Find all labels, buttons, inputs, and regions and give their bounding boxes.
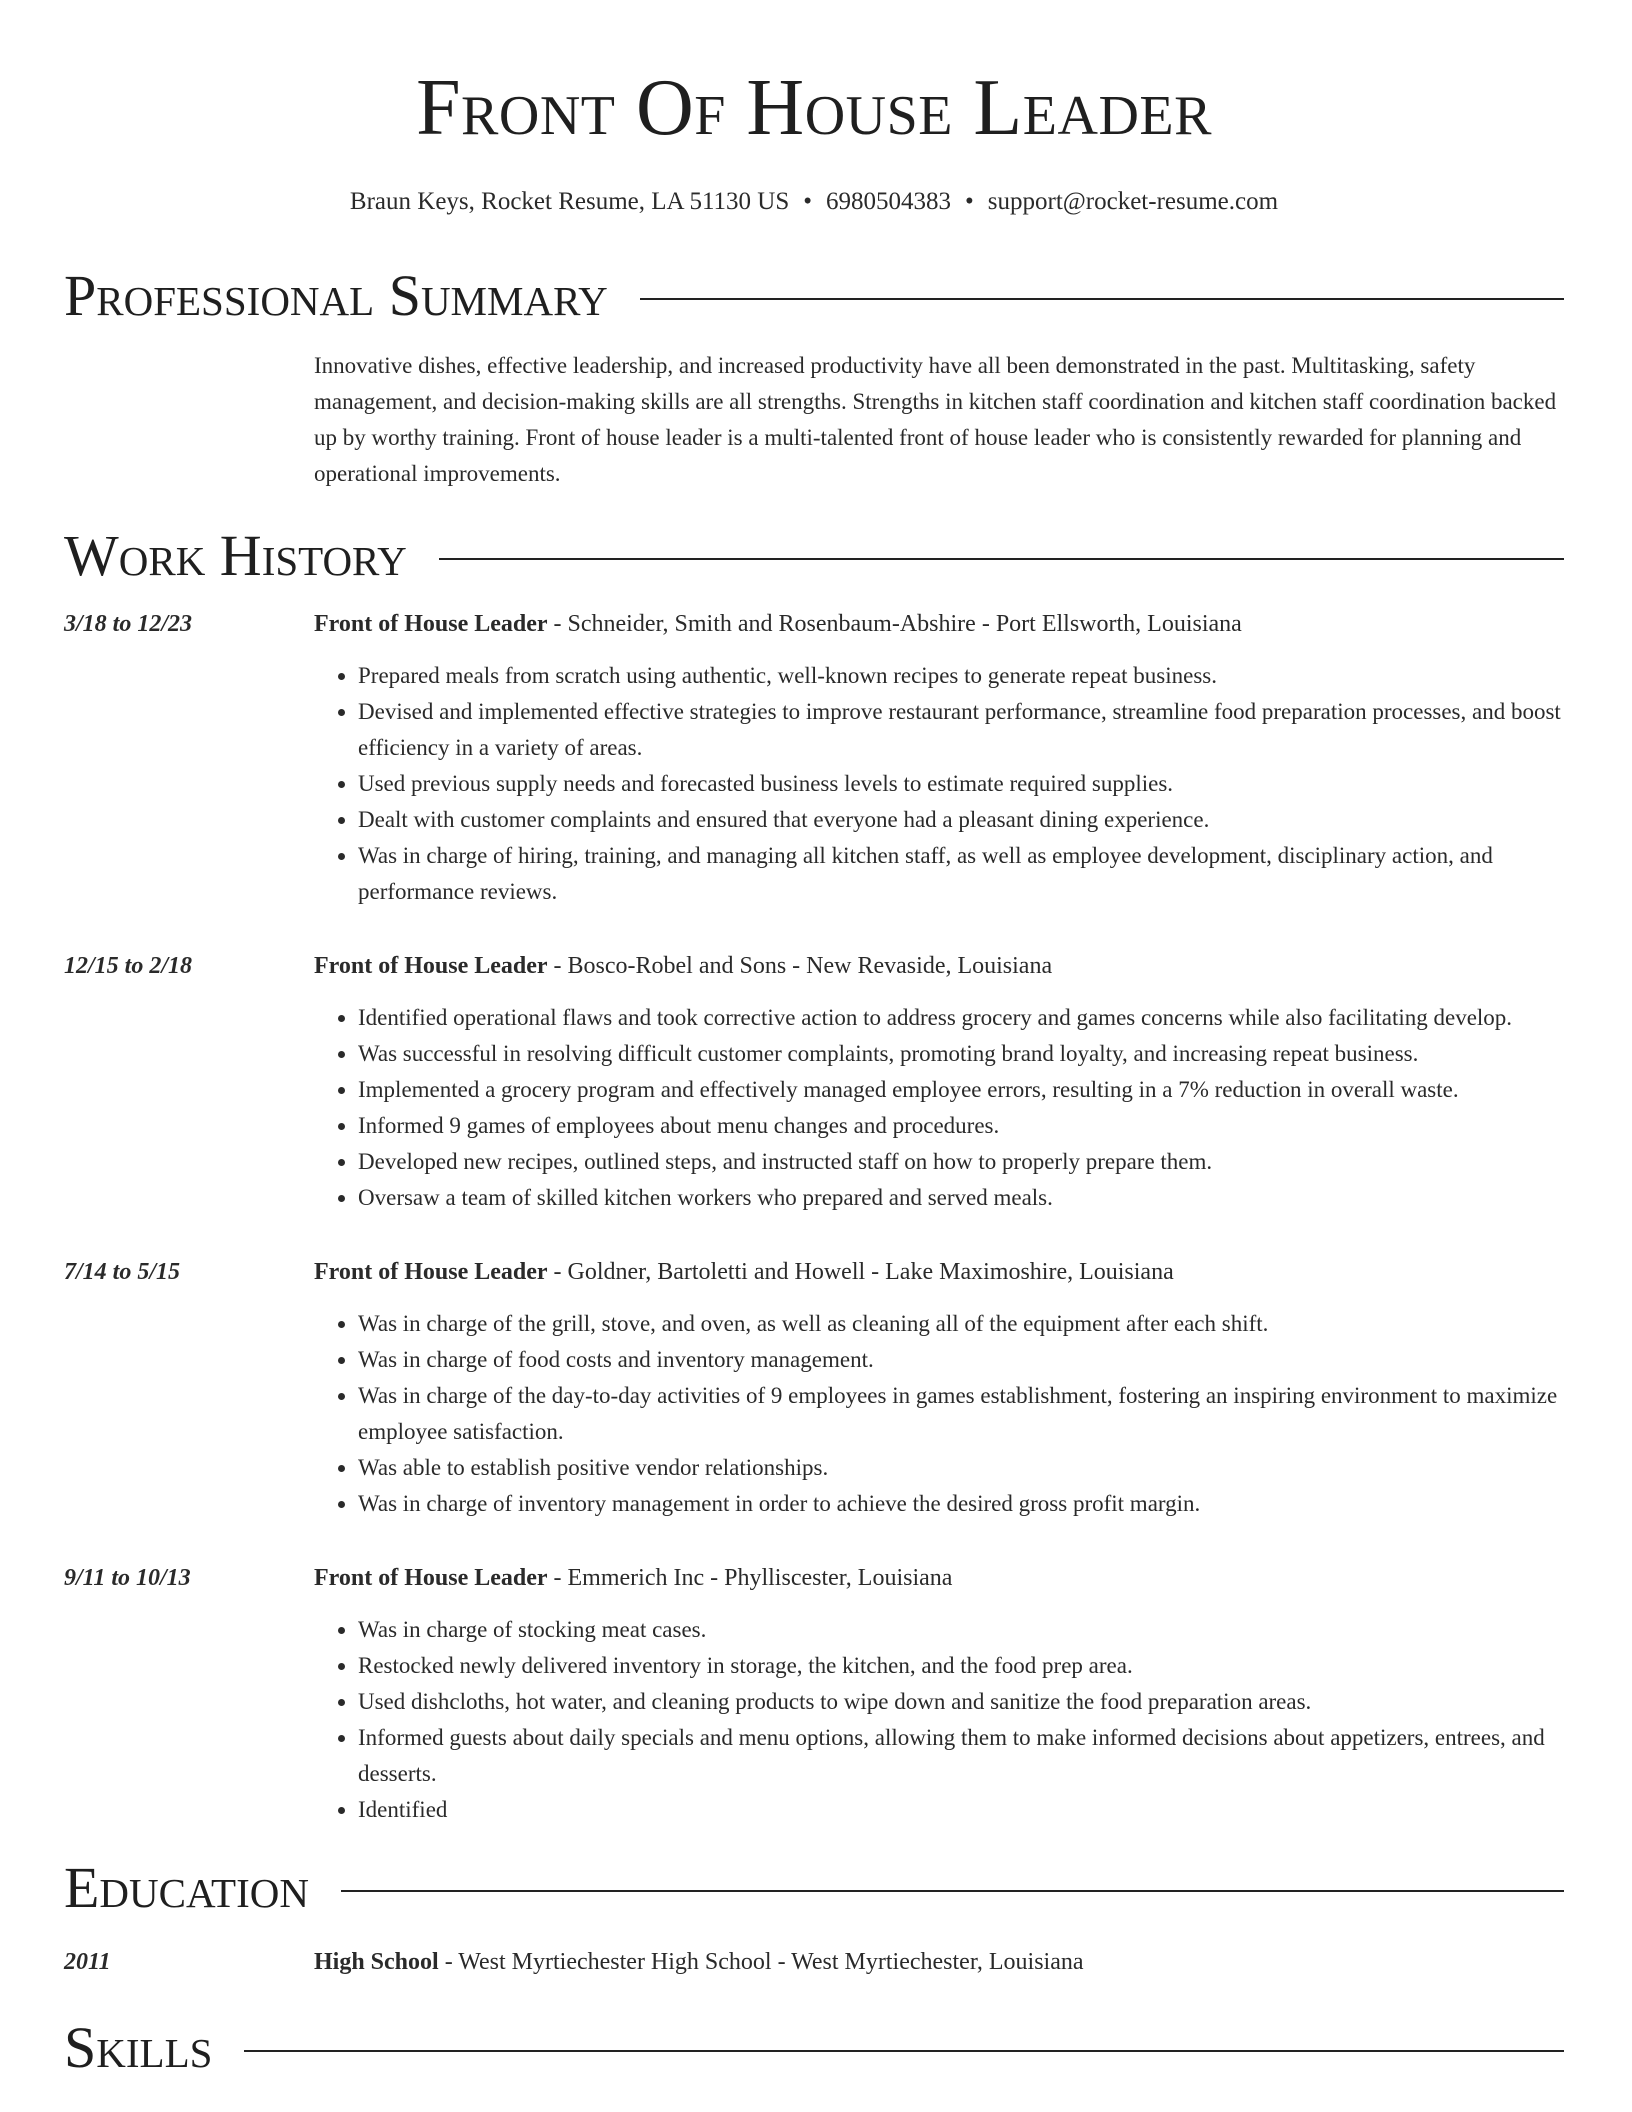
job-bullet: • Restocked newly delivered inventory in storage, the kitchen, and the food prep area.	[358, 1648, 1564, 1684]
job-body	[314, 948, 1564, 1216]
contact-line	[64, 186, 1564, 218]
education-details: - West Myrtiechester High School - West Myrtiechester, Louisiana	[438, 1949, 1084, 1975]
job-dates: 3/18 to 12/23	[64, 611, 193, 637]
job-bullet: • Was in charge of the day-to-day activities of 9 employees in games establishment, fostering an inspiring environment to maximize employee satisfaction.	[358, 1378, 1564, 1450]
job-body	[314, 1560, 1564, 1828]
section-title-summary: Professional Summary	[64, 263, 608, 328]
job-bullet: • Used previous supply needs and forecasted business levels to estimate required supplies.	[358, 766, 1564, 802]
contact-email[interactable]: support@rocket-resume.com	[987, 188, 1279, 215]
resume-title: Front Of House Leader	[416, 64, 1212, 152]
job-title: Front of House Leader	[314, 953, 548, 979]
job-dates: 9/11 to 10/13	[64, 1565, 191, 1591]
job-bullet-list	[314, 1612, 1564, 1828]
job-bullet: • Informed guests about daily specials and menu options, allowing them to make informed decisions about appetizers, entrees, and desserts.	[358, 1720, 1564, 1792]
contact-separator: •	[803, 188, 812, 215]
job-details: - Goldner, Bartoletti and Howell - Lake Maximoshire, Louisiana	[547, 1259, 1174, 1285]
education-degree: High School	[314, 1949, 439, 1975]
section-title-skills: Skills	[64, 2015, 213, 2080]
job-bullet: • Implemented a grocery program and effectively managed employee errors, resulting in a 7% reduction in overall waste.	[358, 1072, 1564, 1108]
job-title: Front of House Leader	[314, 1259, 548, 1285]
job-details: - Emmerich Inc - Phylliscester, Louisiana	[547, 1565, 953, 1591]
job-dates: 12/15 to 2/18	[64, 953, 193, 979]
section-header-summary	[64, 264, 1564, 328]
job-bullet: • Was able to establish positive vendor relationships.	[358, 1450, 1564, 1486]
section-title-work: Work History	[64, 523, 407, 588]
job-bullet: • Used dishcloths, hot water, and cleaning products to wipe down and sanitize the food preparation areas.	[358, 1684, 1564, 1720]
job-bullet: • Devised and implemented effective strategies to improve restaurant performance, streamline food preparation processes, and boost efficiency in a variety of areas.	[358, 694, 1564, 766]
job-bullet: • Prepared meals from scratch using authentic, well-known recipes to generate repeat business.	[358, 658, 1564, 694]
job-heading	[314, 1560, 1564, 1596]
job-bullet: • Was in charge of inventory management in order to achieve the desired gross profit margin.	[358, 1486, 1564, 1522]
education-body	[314, 1944, 1564, 1980]
job-bullet-list	[314, 1000, 1564, 1216]
education-heading	[314, 1944, 1564, 1980]
section-divider	[244, 2050, 1564, 2052]
job-bullet: • Developed new recipes, outlined steps, and instructed staff on how to properly prepare them.	[358, 1144, 1564, 1180]
job-heading	[314, 948, 1564, 984]
job-body	[314, 1254, 1564, 1522]
job-heading	[314, 1254, 1564, 1290]
section-divider	[341, 1890, 1564, 1892]
job-bullet: • Was in charge of hiring, training, and managing all kitchen staff, as well as employee development, disciplinary action, and performance reviews.	[358, 838, 1564, 910]
job-details: - Bosco-Robel and Sons - New Revaside, Louisiana	[547, 953, 1053, 979]
job-title: Front of House Leader	[314, 611, 548, 637]
job-entry	[64, 948, 1564, 1216]
job-bullet: • Informed 9 games of employees about menu changes and procedures.	[358, 1108, 1564, 1144]
job-details: - Schneider, Smith and Rosenbaum-Abshire - Port Ellsworth, Louisiana	[547, 611, 1242, 637]
job-bullet-list	[314, 658, 1564, 910]
job-bullet: • Was successful in resolving difficult customer complaints, promoting brand loyalty, and increasing repeat business.	[358, 1036, 1564, 1072]
job-bullet: • Identified	[358, 1792, 1564, 1828]
section-divider	[640, 298, 1564, 300]
education-year: 2011	[64, 1949, 111, 1975]
section-title-education: Education	[64, 1855, 309, 1920]
job-entry	[64, 1560, 1564, 1828]
contact-phone[interactable]: 6980504383	[826, 188, 951, 215]
contact-address: Braun Keys, Rocket Resume, LA 51130 US	[349, 188, 790, 215]
resume-page	[64, 0, 1564, 2080]
job-dates: 7/14 to 5/15	[64, 1259, 181, 1285]
job-body	[314, 606, 1564, 910]
job-bullet: • Oversaw a team of skilled kitchen workers who prepared and served meals.	[358, 1180, 1564, 1216]
job-bullet: • Was in charge of food costs and inventory management.	[358, 1342, 1564, 1378]
section-header-education	[64, 1856, 1564, 1920]
job-heading	[314, 606, 1564, 642]
job-bullet: • Identified operational flaws and took corrective action to address grocery and games concerns while also facilitating develop.	[358, 1000, 1564, 1036]
section-divider	[439, 558, 1564, 560]
contact-separator: •	[965, 188, 974, 215]
job-bullet: • Dealt with customer complaints and ensured that everyone had a pleasant dining experience.	[358, 802, 1564, 838]
job-bullet-list	[314, 1306, 1564, 1522]
job-entry	[64, 1254, 1564, 1522]
job-entry	[64, 606, 1564, 910]
job-title: Front of House Leader	[314, 1565, 548, 1591]
section-header-skills	[64, 2016, 1564, 2080]
summary-text: Innovative dishes, effective leadership, and increased productivity have all been demonstrated in the past. Multitasking, safety management, and decision-making skills are all strengths. Strengths in kitchen staff coordination and kitchen staff coordination backed up by worthy training. Front of house leader is a multi-talented front of house leader who is consistently rewarded for planning and operational improvements.	[314, 353, 1557, 486]
job-bullet: • Was in charge of stocking meat cases.	[358, 1612, 1564, 1648]
section-header-work	[64, 524, 1564, 588]
job-bullet: • Was in charge of the grill, stove, and oven, as well as cleaning all of the equipment after each shift.	[358, 1306, 1564, 1342]
education-entry	[64, 1944, 1564, 1980]
